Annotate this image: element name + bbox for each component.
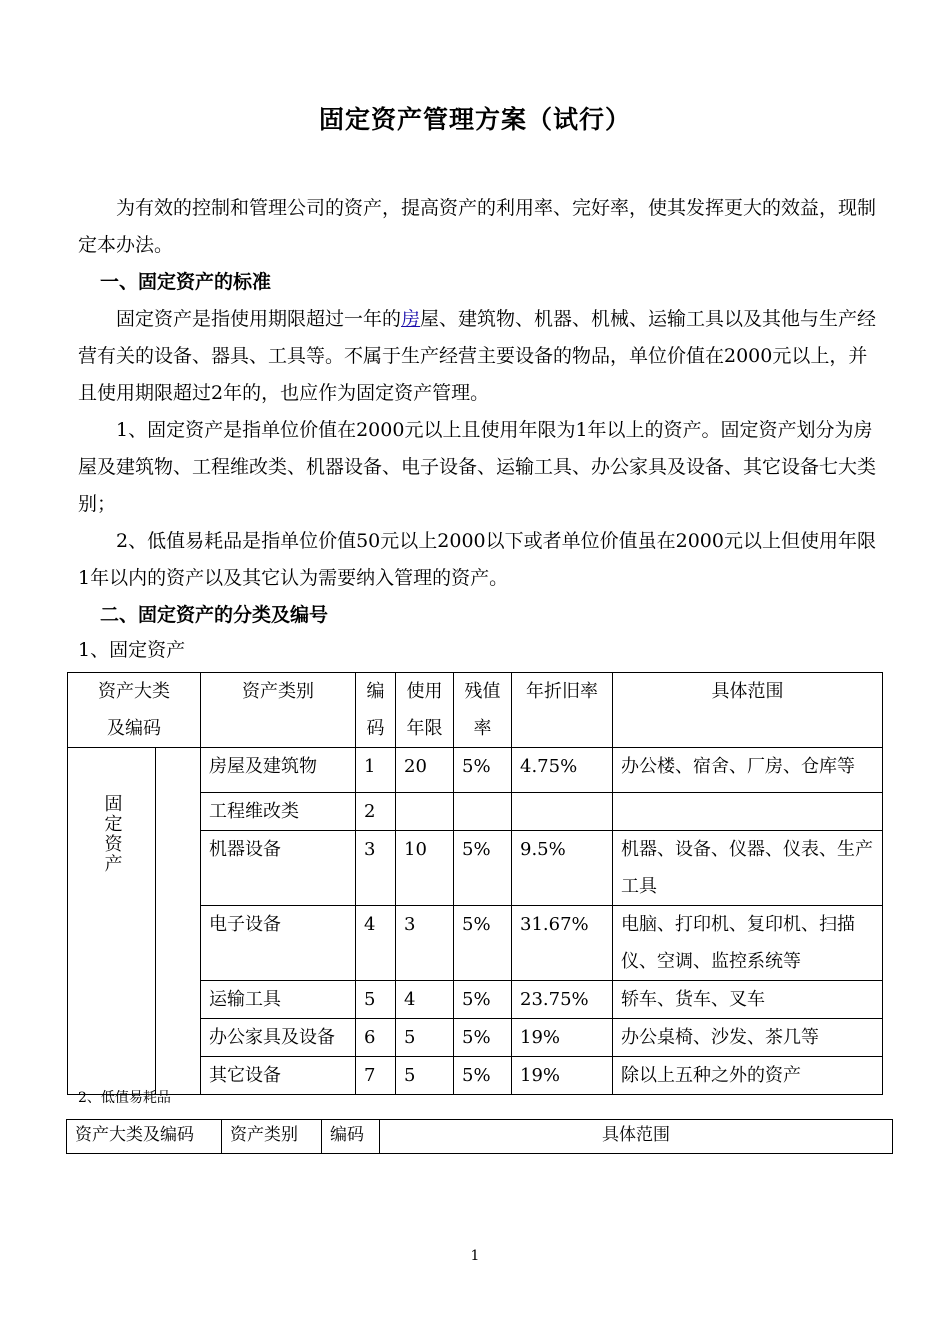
- header-category: 资产大类及编码: [67, 1120, 222, 1154]
- table-row: [68, 748, 883, 793]
- row-residual: 5%: [454, 748, 512, 793]
- p1-text-before-link: 固定资产是指使用期限超过一年的: [116, 308, 402, 330]
- row-life: 4: [396, 981, 454, 1019]
- row-code: 5: [356, 981, 396, 1019]
- row-code: 7: [356, 1057, 396, 1095]
- row-scope: 办公桌椅、沙发、茶几等: [613, 1019, 883, 1057]
- row-life: [396, 793, 454, 831]
- row-residual: 5%: [454, 1019, 512, 1057]
- section1-paragraph1: [78, 301, 884, 412]
- row-depreciation: [512, 793, 613, 831]
- row-depreciation: 9.5%: [512, 831, 613, 906]
- row-code: 1: [356, 748, 396, 793]
- header-category-line2: 及编码: [107, 718, 161, 739]
- row-depreciation: 23.75%: [512, 981, 613, 1019]
- row-type: 运输工具: [201, 981, 356, 1019]
- p1-text-after-link: 屋、建筑物、机器、机械、运输工具以及其他与生产经营有关的设备、器具、工具等。不属于生产经营主要设备的物品，单位价值在2000元以上，并且使用期限超过2年的，也应作为固定资产管理。: [78, 308, 877, 404]
- row-life: 20: [396, 748, 454, 793]
- header-scope: 具体范围: [613, 673, 883, 748]
- row-residual: 5%: [454, 981, 512, 1019]
- row-scope: [613, 793, 883, 831]
- row-scope: 电脑、打印机、复印机、扫描仪、空调、监控系统等: [613, 906, 883, 981]
- header-type: 资产类别: [201, 673, 356, 748]
- section2-heading: 二、固定资产的分类及编号: [100, 604, 329, 626]
- row-life: 5: [396, 1057, 454, 1095]
- table-header-row: [67, 1120, 893, 1154]
- header-life-line2: 年限: [406, 718, 443, 739]
- header-residual-line1: 残值: [464, 681, 501, 702]
- house-link[interactable]: 房: [401, 308, 421, 330]
- row-type: 工程维改类: [201, 793, 356, 831]
- row-scope: 机器、设备、仪器、仪表、生产工具: [613, 831, 883, 906]
- row-type: 办公家具及设备: [201, 1019, 356, 1057]
- row-residual: 5%: [454, 831, 512, 906]
- row-residual: [454, 793, 512, 831]
- row-residual: 5%: [454, 1057, 512, 1095]
- row-life: 3: [396, 906, 454, 981]
- header-code: 编码: [322, 1120, 380, 1154]
- group-label-cell: [68, 748, 156, 1095]
- header-residual: [454, 673, 512, 748]
- row-life: 5: [396, 1019, 454, 1057]
- header-category-line1: 资产大类: [98, 681, 170, 702]
- document-title: 固定资产管理方案（试行）: [318, 105, 631, 134]
- intro-paragraph: 为有效的控制和管理公司的资产，提高资产的利用率、完好率，使其发挥更大的效益，现制定本办法。: [78, 197, 877, 256]
- header-depreciation: 年折旧率: [512, 673, 613, 748]
- row-type: 其它设备: [201, 1057, 356, 1095]
- low-value-table: [66, 1119, 893, 1154]
- header-scope: 具体范围: [380, 1120, 893, 1154]
- row-code: 2: [356, 793, 396, 831]
- row-depreciation: 19%: [512, 1019, 613, 1057]
- header-residual-line2: 率: [473, 718, 492, 739]
- group-subcode-cell: [156, 748, 201, 1095]
- page-number: 1: [470, 1248, 480, 1264]
- header-life: [396, 673, 454, 748]
- row-scope: 轿车、货车、叉车: [613, 981, 883, 1019]
- row-code: 6: [356, 1019, 396, 1057]
- header-life-line1: 使用: [406, 681, 443, 702]
- row-scope: 除以上五种之外的资产: [613, 1057, 883, 1095]
- row-residual: 5%: [454, 906, 512, 981]
- fixed-assets-subheading: 1、固定资产: [78, 639, 186, 661]
- group-label: 固定资产: [101, 794, 123, 874]
- row-type: 电子设备: [201, 906, 356, 981]
- fixed-assets-table: [67, 672, 883, 1095]
- row-depreciation: 31.67%: [512, 906, 613, 981]
- row-scope: 办公楼、宿舍、厂房、仓库等: [613, 748, 883, 793]
- section1-heading: 一、固定资产的标准: [100, 271, 272, 293]
- header-code: [356, 673, 396, 748]
- row-type: 机器设备: [201, 831, 356, 906]
- row-depreciation: 4.75%: [512, 748, 613, 793]
- header-category: [68, 673, 201, 748]
- section1-paragraph3: 2、低值易耗品是指单位价值50元以上2000以下或者单位价值虽在2000元以上但使用年限1年以内的资产以及其它认为需要纳入管理的资产。: [78, 530, 876, 589]
- header-type: 资产类别: [222, 1120, 322, 1154]
- row-type: 房屋及建筑物: [201, 748, 356, 793]
- section1-paragraph2: 1、固定资产是指单位价值在2000元以上且使用年限为1年以上的资产。固定资产划分为房屋及建筑物、工程维改类、机器设备、电子设备、运输工具、办公家具及设备、其它设备七大类别；: [78, 419, 877, 515]
- row-code: 4: [356, 906, 396, 981]
- header-code-line1: 编: [366, 681, 385, 702]
- header-code-line2: 码: [366, 718, 385, 739]
- low-value-subheading: 2、低值易耗品: [78, 1090, 171, 1106]
- row-depreciation: 19%: [512, 1057, 613, 1095]
- table-header-row: [68, 673, 883, 748]
- row-life: 10: [396, 831, 454, 906]
- row-code: 3: [356, 831, 396, 906]
